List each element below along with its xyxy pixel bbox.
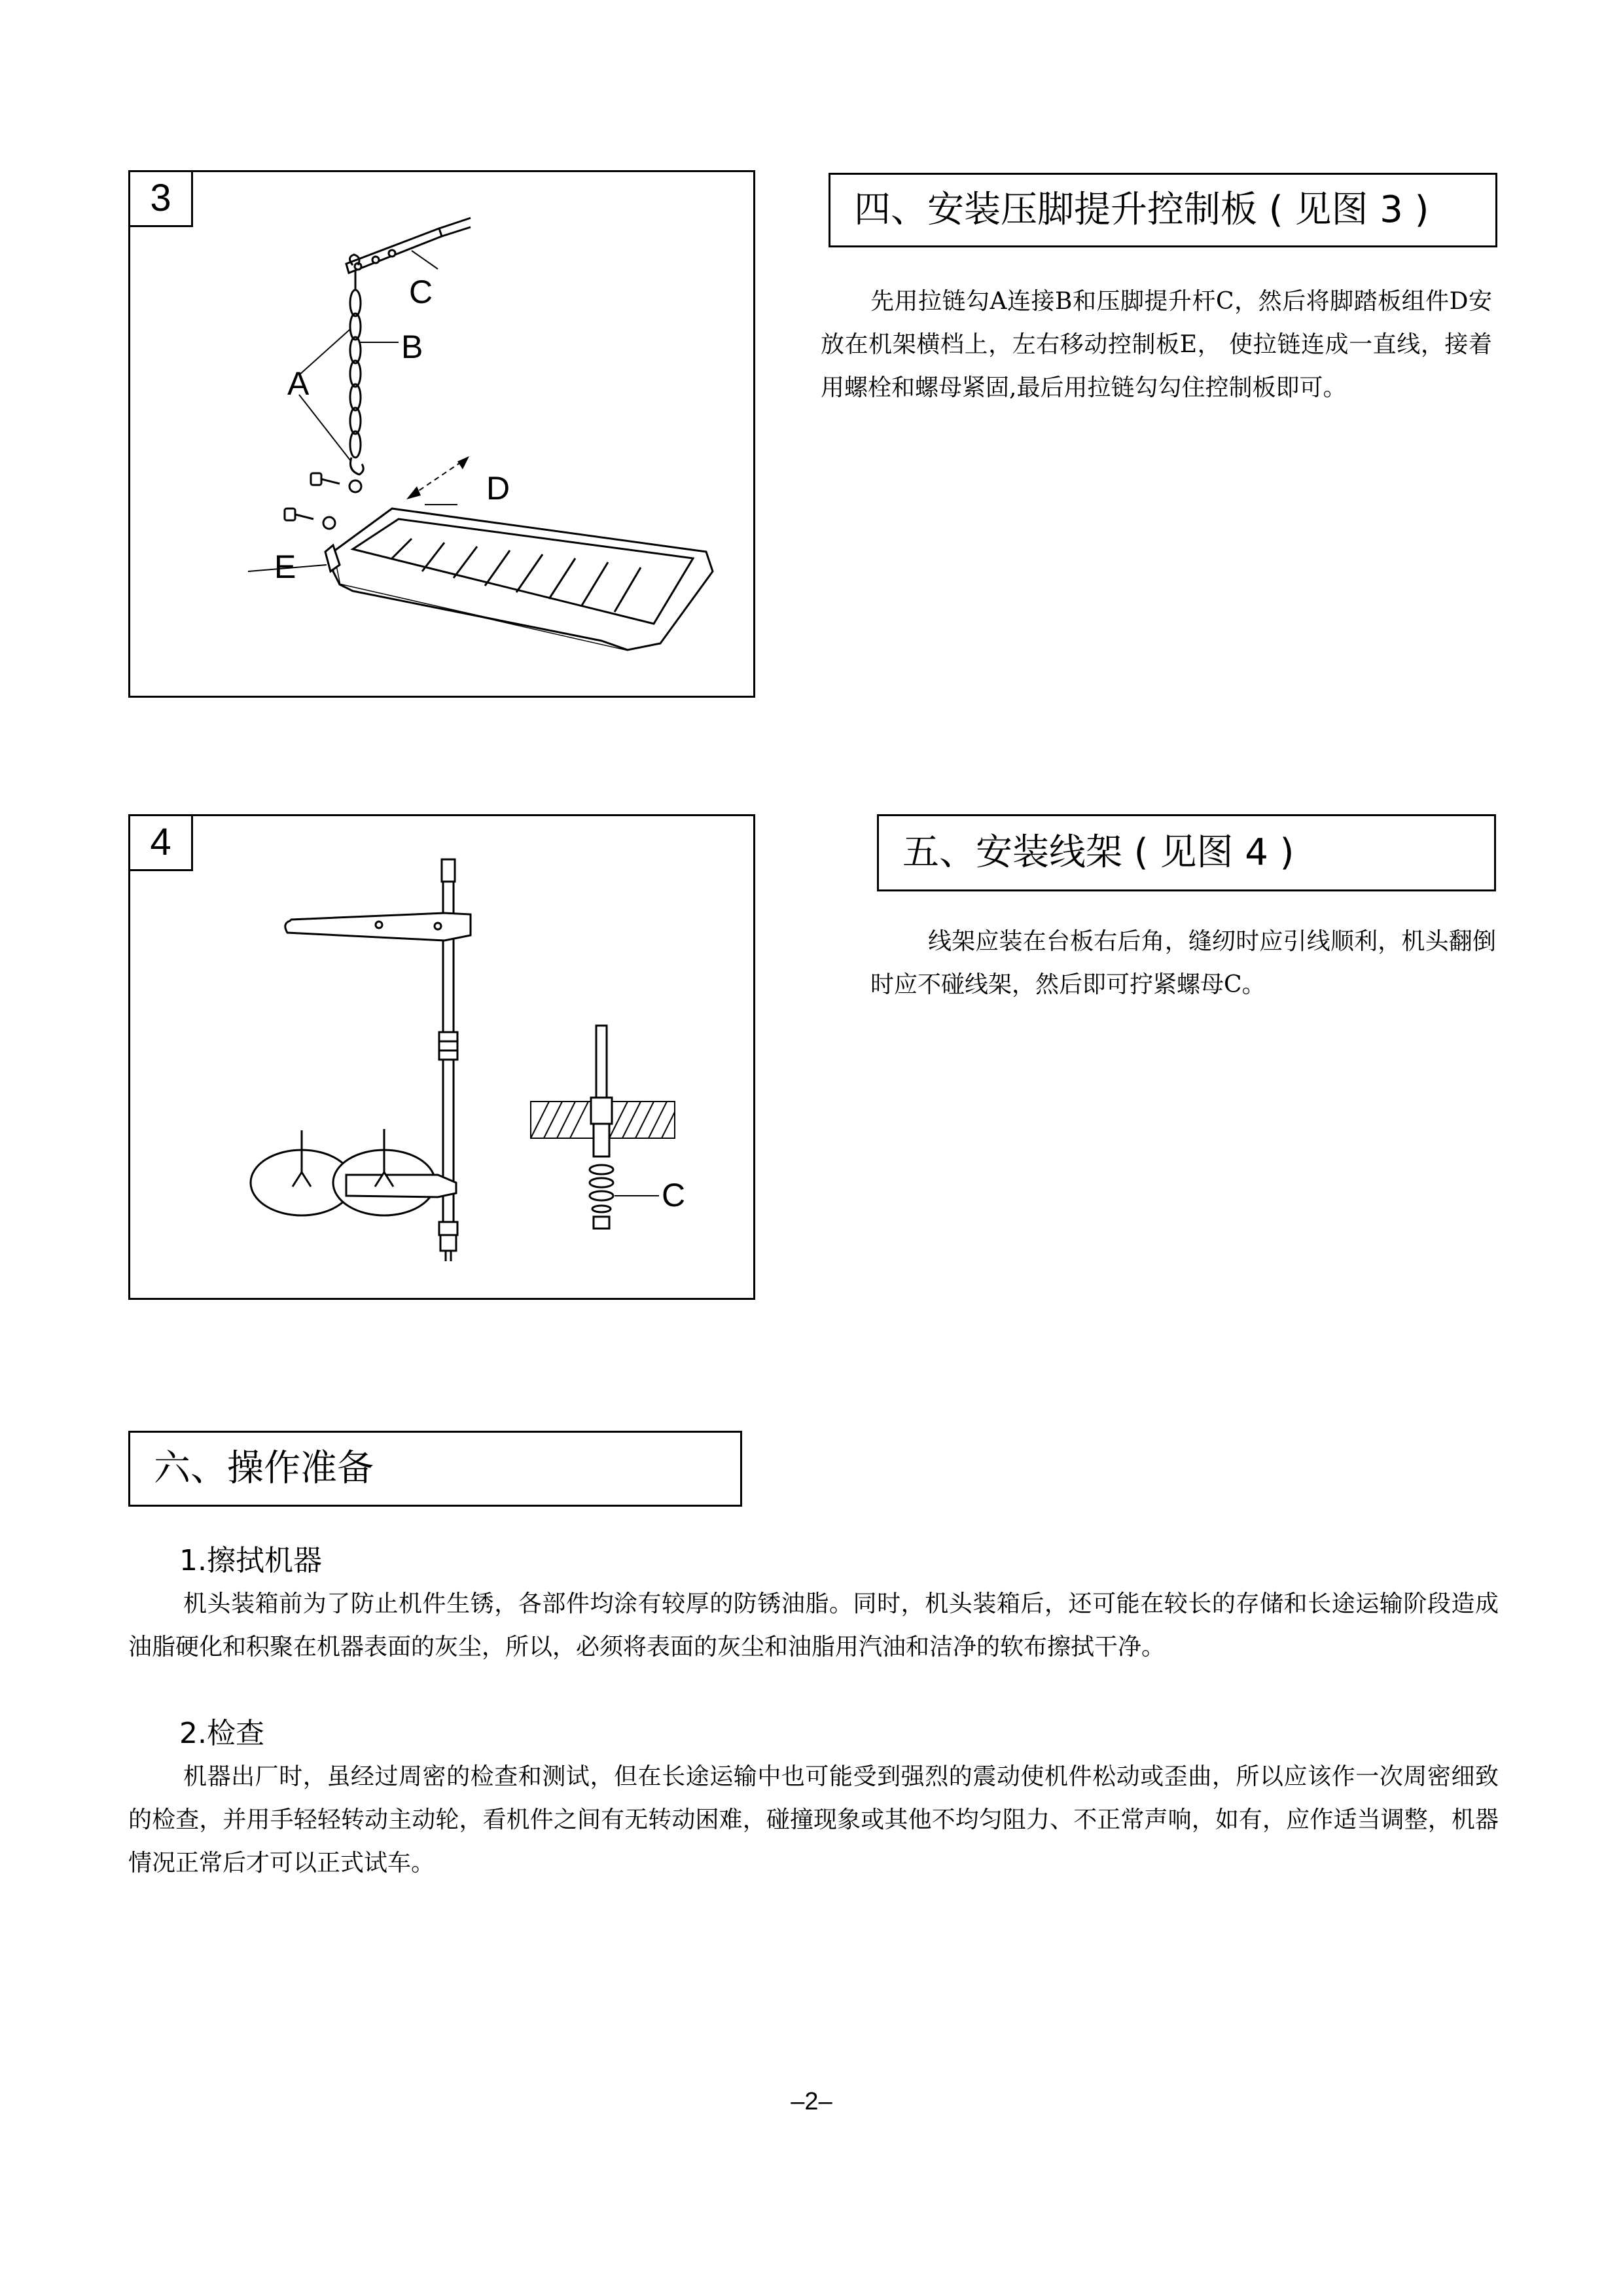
label-c: C	[662, 1177, 686, 1213]
label-a: A	[287, 365, 310, 402]
section-5-body: 线架应装在台板右后角，缝纫时应引线顺利，机头翻倒时应不碰线架，然后即可拧紧螺母C。	[870, 928, 1496, 998]
section-6-heading-text: 六、操作准备	[154, 1447, 374, 1490]
figure-4-number: 4	[130, 816, 193, 871]
label-e: E	[274, 548, 296, 585]
adjust-arrow	[412, 460, 464, 495]
label-c: C	[409, 274, 433, 310]
section-6-heading	[128, 1431, 742, 1507]
page-number: –2–	[791, 2088, 832, 2115]
detail-rod	[590, 1026, 613, 1229]
presser-lift-rod	[346, 218, 471, 273]
spool-plates	[251, 1129, 456, 1215]
bolts-and-nuts	[285, 473, 361, 529]
section-4-heading-text: 四、安装压脚提升控制板 ( 见图 3 )	[854, 188, 1429, 231]
thread-stand-illustration	[130, 816, 753, 1298]
figure-3	[128, 170, 755, 698]
subsection-2-body: 机器出厂时，虽经过周密的检查和测试，但在长途运输中也可能受到强烈的震动使机件松动或歪曲，所以应该作一次周密细致的检查，并用手轻轻转动主动轮，看机件之间有无转动困难，碰撞现象或其他不均匀阻力、不正常声响，如有，应作适当调整，机器情况正常后才可以正式试车。	[128, 1763, 1499, 1876]
chain	[349, 255, 363, 475]
base-bolt	[439, 1222, 457, 1261]
section-4-body: 先用拉链勾A连接B和压脚提升杆C，然后将脚踏板组件D安放在机架横档上，左右移动控制板E， 使拉链连成一直线，接着用螺栓和螺母紧固,最后用拉链勾勾住控制板即可。	[821, 288, 1492, 401]
thread-guide-arm	[285, 913, 471, 941]
subsection-1-body: 机头装箱前为了防止机件生锈，各部件均涂有较厚的防锈油脂。同时，机头装箱后，还可能在较长的存储和长途运输阶段造成油脂硬化和积聚在机器表面的灰尘，所以，必须将表面的灰尘和油脂用汽油和洁净的软布擦拭干净。	[128, 1590, 1499, 1660]
pedal-board	[333, 509, 713, 650]
subsection-2-title: 2.检查	[179, 1717, 264, 1750]
section-4-heading	[829, 173, 1497, 247]
pedal-control-illustration	[130, 172, 753, 696]
subsection-1-title: 1.擦拭机器	[179, 1544, 322, 1577]
figure-3-number: 3	[130, 172, 193, 227]
label-b: B	[401, 329, 423, 365]
section-5-heading-text: 五、安装线架 ( 见图 4 )	[902, 831, 1294, 874]
label-d: D	[486, 470, 510, 507]
figure-4	[128, 814, 755, 1300]
section-5-heading	[877, 814, 1496, 891]
